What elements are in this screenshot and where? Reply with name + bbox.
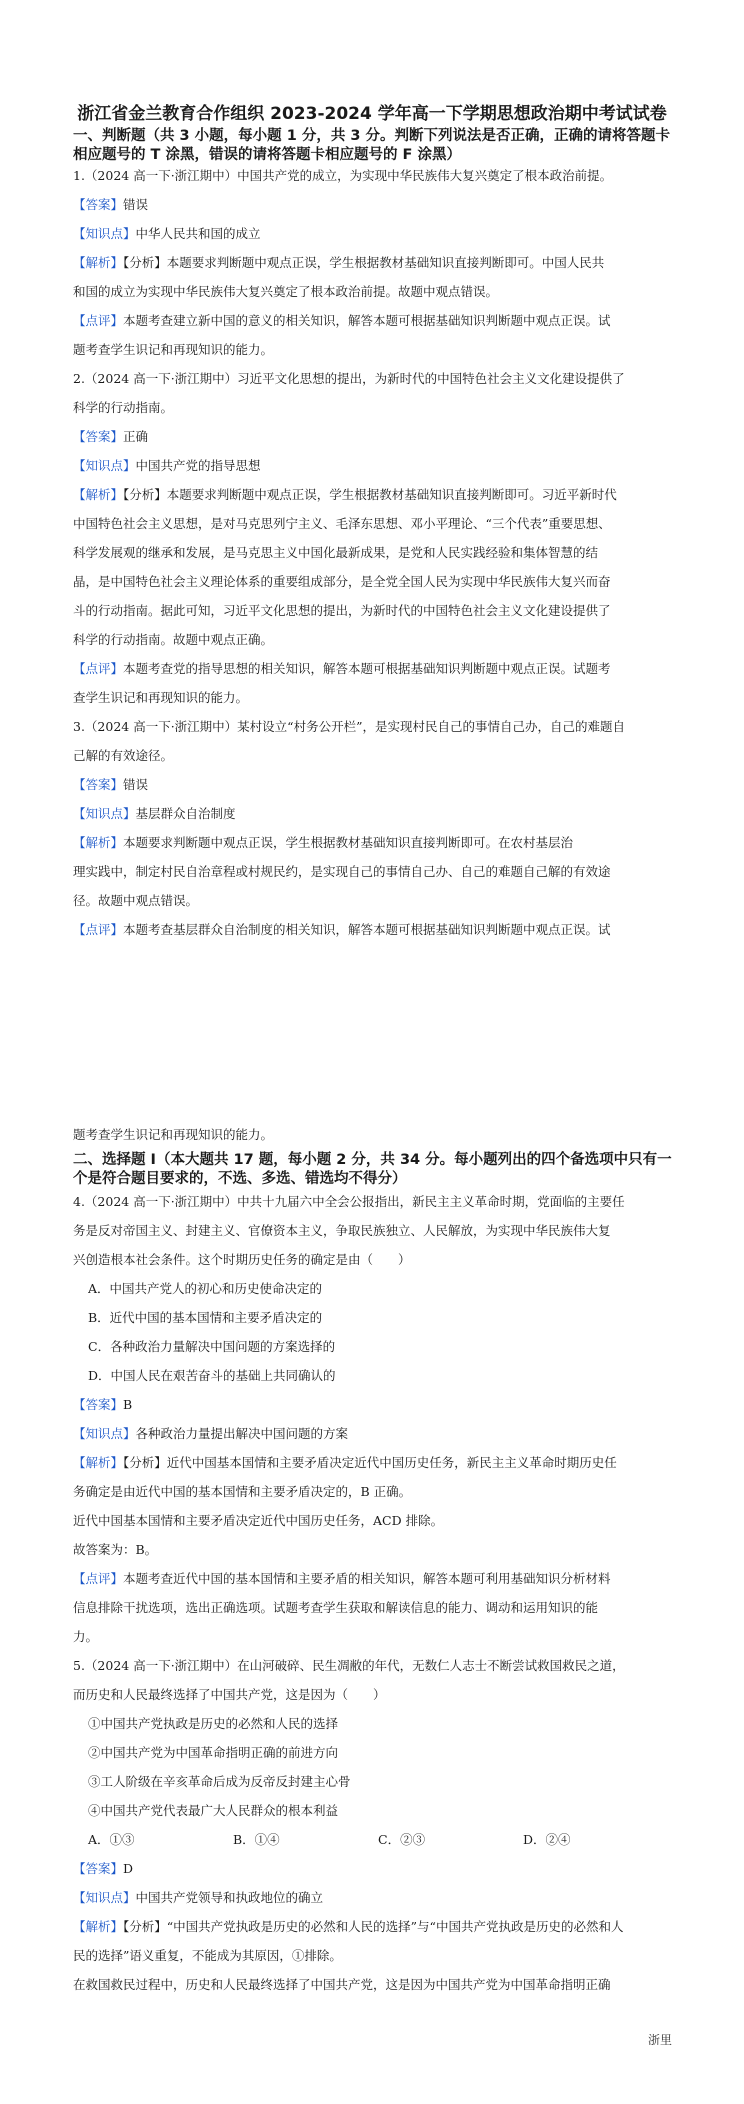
comment-text: 本题考查党的指导思想的相关知识，解答本题可根据基础知识判断题中观点正误。试题考 bbox=[123, 661, 611, 676]
answer-label: 【答案】 bbox=[73, 429, 124, 444]
analysis-label: 【解析】 bbox=[73, 835, 124, 850]
q3-analysis-line: 径。故题中观点错误。 bbox=[73, 893, 199, 908]
q4-comment-line: 信息排除干扰选项，选出正确选项。试题考查学生获取和解读信息的能力、调动和运用知识的能 bbox=[73, 1600, 599, 1615]
q2-analysis-line: 科学的行动指南。故题中观点正确。 bbox=[73, 632, 274, 647]
q5-analysis-line: 在救国救民过程中，历史和人民最终选择了中国共产党，这是因为中国共产党为中国革命指明正确 bbox=[73, 1977, 611, 1992]
comment-text: 本题考查基层群众自治制度的相关知识，解答本题可根据基础知识判断题中观点正误。试 bbox=[123, 922, 611, 937]
section-heading-choice: 二、选择题 I（本大题共 17 题，每小题 2 分，共 34 分。每小题列出的四个备选项中只有一个是符合题目要求的，不选、多选、错选均不得分） bbox=[73, 1152, 672, 1187]
answer-value: 正确 bbox=[123, 429, 149, 444]
analysis-label: 【解析】 bbox=[73, 1455, 124, 1470]
comment-text: 本题考查近代中国的基本国情和主要矛盾的相关知识，解答本题可利用基础知识分析材料 bbox=[123, 1571, 611, 1586]
q5-statement-4: ④中国共产党代表最广大人民群众的根本利益 bbox=[88, 1803, 339, 1818]
knowledge-point-label: 【知识点】 bbox=[73, 1890, 136, 1905]
analysis-label: 【解析】 bbox=[73, 1919, 124, 1934]
q4-stem: 务是反对帝国主义、封建主义、官僚资本主义，争取民族独立、人民解放，为实现中华民族伟大复 bbox=[73, 1223, 611, 1238]
q5-statement-1: ①中国共产党执政是历史的必然和人民的选择 bbox=[88, 1716, 339, 1731]
analysis-label: 【解析】 bbox=[73, 255, 124, 270]
comment-text: 本题考查建立新中国的意义的相关知识，解答本题可根据基础知识判断题中观点正误。试 bbox=[123, 313, 611, 328]
answer-label: 【答案】 bbox=[73, 197, 124, 212]
analysis-text: 【分析】近代中国基本国情和主要矛盾决定近代中国历史任务，新民主主义革命时期历史任 bbox=[123, 1455, 617, 1470]
q2-comment-line bbox=[73, 660, 683, 678]
q2-stem: 科学的行动指南。 bbox=[73, 400, 174, 415]
q5-analysis-line: 民的选择”语义重复，不能成为其原因，①排除。 bbox=[73, 1948, 342, 1963]
analysis-text: 【分析】本题要求判断题中观点正误，学生根据教材基础知识直接判断即可。中国人民共 bbox=[123, 255, 605, 270]
comment-label: 【点评】 bbox=[73, 1571, 124, 1586]
q4-option-a: A．中国共产党人的初心和历史使命决定的 bbox=[88, 1281, 323, 1296]
q5-answer bbox=[73, 1860, 683, 1878]
analysis-text: 【分析】“中国共产党执政是历史的必然和人民的选择”与“中国共产党执政是历史的必然和人 bbox=[123, 1919, 624, 1934]
q1-analysis-line bbox=[73, 254, 683, 272]
q3-comment-line bbox=[73, 921, 683, 939]
comment-label: 【点评】 bbox=[73, 313, 124, 328]
q4-option-d: D．中国人民在艰苦奋斗的基础上共同确认的 bbox=[88, 1368, 336, 1383]
knowledge-point-value: 各种政治力量提出解决中国问题的方案 bbox=[135, 1426, 349, 1441]
q3-stem: 己解的有效途径。 bbox=[73, 748, 174, 763]
q3-stem: 3.（2024 高一下·浙江期中）某村设立“村务公开栏”，是实现村民自己的事情自己办，自己的难题自 bbox=[73, 719, 625, 734]
q1-comment-line: 题考查学生识记和再现知识的能力。 bbox=[73, 342, 274, 357]
answer-value: 错误 bbox=[123, 777, 149, 792]
knowledge-point-label: 【知识点】 bbox=[73, 1426, 136, 1441]
q4-stem: 4.（2024 高一下·浙江期中）中共十九届六中全会公报指出，新民主主义革命时期，党面临的主要任 bbox=[73, 1194, 625, 1209]
q2-stem: 2.（2024 高一下·浙江期中）习近平文化思想的提出，为新时代的中国特色社会主义文化建设提供了 bbox=[73, 371, 625, 386]
q4-analysis-line: 近代中国基本国情和主要矛盾决定近代中国历史任务，ACD 排除。 bbox=[73, 1513, 444, 1528]
q2-comment-line: 查学生识记和再现知识的能力。 bbox=[73, 690, 249, 705]
q3-analysis-line: 理实践中，制定村民自治章程或村规民约，是实现自己的事情自己办、自己的难题自己解的有效途 bbox=[73, 864, 611, 879]
q5-options bbox=[88, 1831, 688, 1849]
q5-stem: 5.（2024 高一下·浙江期中）在山河破碎、民生凋敝的年代，无数仁人志士不断尝试救国救民之道， bbox=[73, 1658, 625, 1673]
q2-analysis-line bbox=[73, 486, 683, 504]
analysis-text: 【分析】本题要求判断题中观点正误，学生根据教材基础知识直接判断即可。习近平新时代 bbox=[123, 487, 617, 502]
knowledge-point-value: 基层群众自治制度 bbox=[135, 806, 236, 821]
q4-comment-line bbox=[73, 1570, 683, 1588]
answer-value: D bbox=[123, 1861, 134, 1876]
q3-analysis-line bbox=[73, 834, 683, 852]
q4-option-c: C．各种政治力量解决中国问题的方案选择的 bbox=[88, 1339, 336, 1354]
q3-answer bbox=[73, 776, 683, 794]
q2-analysis-line: 斗的行动指南。据此可知，习近平文化思想的提出，为新时代的中国特色社会主义文化建设提供了 bbox=[73, 603, 611, 618]
q4-stem: 兴创造根本社会条件。这个时期历史任务的确定是由（ ） bbox=[73, 1252, 411, 1267]
analysis-text: 本题要求判断题中观点正误，学生根据教材基础知识直接判断即可。在农村基层治 bbox=[123, 835, 574, 850]
q2-analysis-line: 晶，是中国特色社会主义理论体系的重要组成部分，是全党全国人民为实现中华民族伟大复兴而奋 bbox=[73, 574, 611, 589]
page-footer: 浙里 bbox=[648, 2033, 673, 2047]
q4-option-b: B．近代中国的基本国情和主要矛盾决定的 bbox=[88, 1310, 323, 1325]
comment-label: 【点评】 bbox=[73, 922, 124, 937]
q2-analysis-line: 科学发展观的继承和发展，是马克思主义中国化最新成果，是党和人民实践经验和集体智慧的结 bbox=[73, 545, 599, 560]
q4-comment-line: 力。 bbox=[73, 1629, 99, 1644]
q1-answer bbox=[73, 196, 683, 214]
knowledge-point-value: 中华人民共和国的成立 bbox=[135, 226, 261, 241]
q1-stem: 1.（2024 高一下·浙江期中）中国共产党的成立，为实现中华民族伟大复兴奠定了根本政治前提。 bbox=[73, 168, 613, 183]
q2-analysis-line: 中国特色社会主义思想，是对马克思列宁主义、毛泽东思想、邓小平理论、“三个代表”重要思想、 bbox=[73, 516, 611, 531]
knowledge-point-label: 【知识点】 bbox=[73, 226, 136, 241]
q3-comment-line: 题考查学生识记和再现知识的能力。 bbox=[73, 1127, 274, 1142]
analysis-label: 【解析】 bbox=[73, 487, 124, 502]
q5-statement-3: ③工人阶级在辛亥革命后成为反帝反封建主心骨 bbox=[88, 1774, 351, 1789]
answer-label: 【答案】 bbox=[73, 1397, 124, 1412]
q1-comment-line bbox=[73, 312, 683, 330]
knowledge-point-label: 【知识点】 bbox=[73, 458, 136, 473]
q1-knowledge-point bbox=[73, 225, 683, 243]
answer-value: 错误 bbox=[123, 197, 149, 212]
q3-knowledge-point bbox=[73, 805, 683, 823]
knowledge-point-label: 【知识点】 bbox=[73, 806, 136, 821]
q5-analysis-line bbox=[73, 1918, 683, 1936]
q5-knowledge-point bbox=[73, 1889, 683, 1907]
q5-stem: 而历史和人民最终选择了中国共产党，这是因为（ ） bbox=[73, 1687, 386, 1702]
q4-answer bbox=[73, 1396, 683, 1414]
q5-option-b: B．①④ bbox=[233, 1832, 280, 1847]
page-title: 浙江省金兰教育合作组织 2023-2024 学年高一下学期思想政治期中考试试卷 bbox=[77, 104, 667, 124]
q4-analysis-line: 务确定是由近代中国的基本国情和主要矛盾决定的，B 正确。 bbox=[73, 1484, 412, 1499]
q5-option-d: D．②④ bbox=[523, 1832, 571, 1847]
q5-statement-2: ②中国共产党为中国革命指明正确的前进方向 bbox=[88, 1745, 339, 1760]
q5-option-a: A．①③ bbox=[88, 1832, 135, 1847]
knowledge-point-value: 中国共产党的指导思想 bbox=[135, 458, 261, 473]
q2-answer bbox=[73, 428, 683, 446]
answer-label: 【答案】 bbox=[73, 777, 124, 792]
section-heading-judgement: 一、判断题（共 3 小题，每小题 1 分，共 3 分。判断下列说法是否正确，正确的请将答题卡相应题号的 T 涂黑，错误的请将答题卡相应题号的 F 涂黑） bbox=[73, 128, 671, 163]
q1-analysis-line: 和国的成立为实现中华民族伟大复兴奠定了根本政治前提。故题中观点错误。 bbox=[73, 284, 499, 299]
q4-analysis-line bbox=[73, 1454, 683, 1472]
q4-analysis-line: 故答案为：B。 bbox=[73, 1542, 158, 1557]
comment-label: 【点评】 bbox=[73, 661, 124, 676]
q5-option-c: C．②③ bbox=[378, 1832, 426, 1847]
answer-label: 【答案】 bbox=[73, 1861, 124, 1876]
knowledge-point-value: 中国共产党领导和执政地位的确立 bbox=[135, 1890, 324, 1905]
answer-value: B bbox=[123, 1397, 133, 1412]
q4-knowledge-point bbox=[73, 1425, 683, 1443]
q2-knowledge-point bbox=[73, 457, 683, 475]
